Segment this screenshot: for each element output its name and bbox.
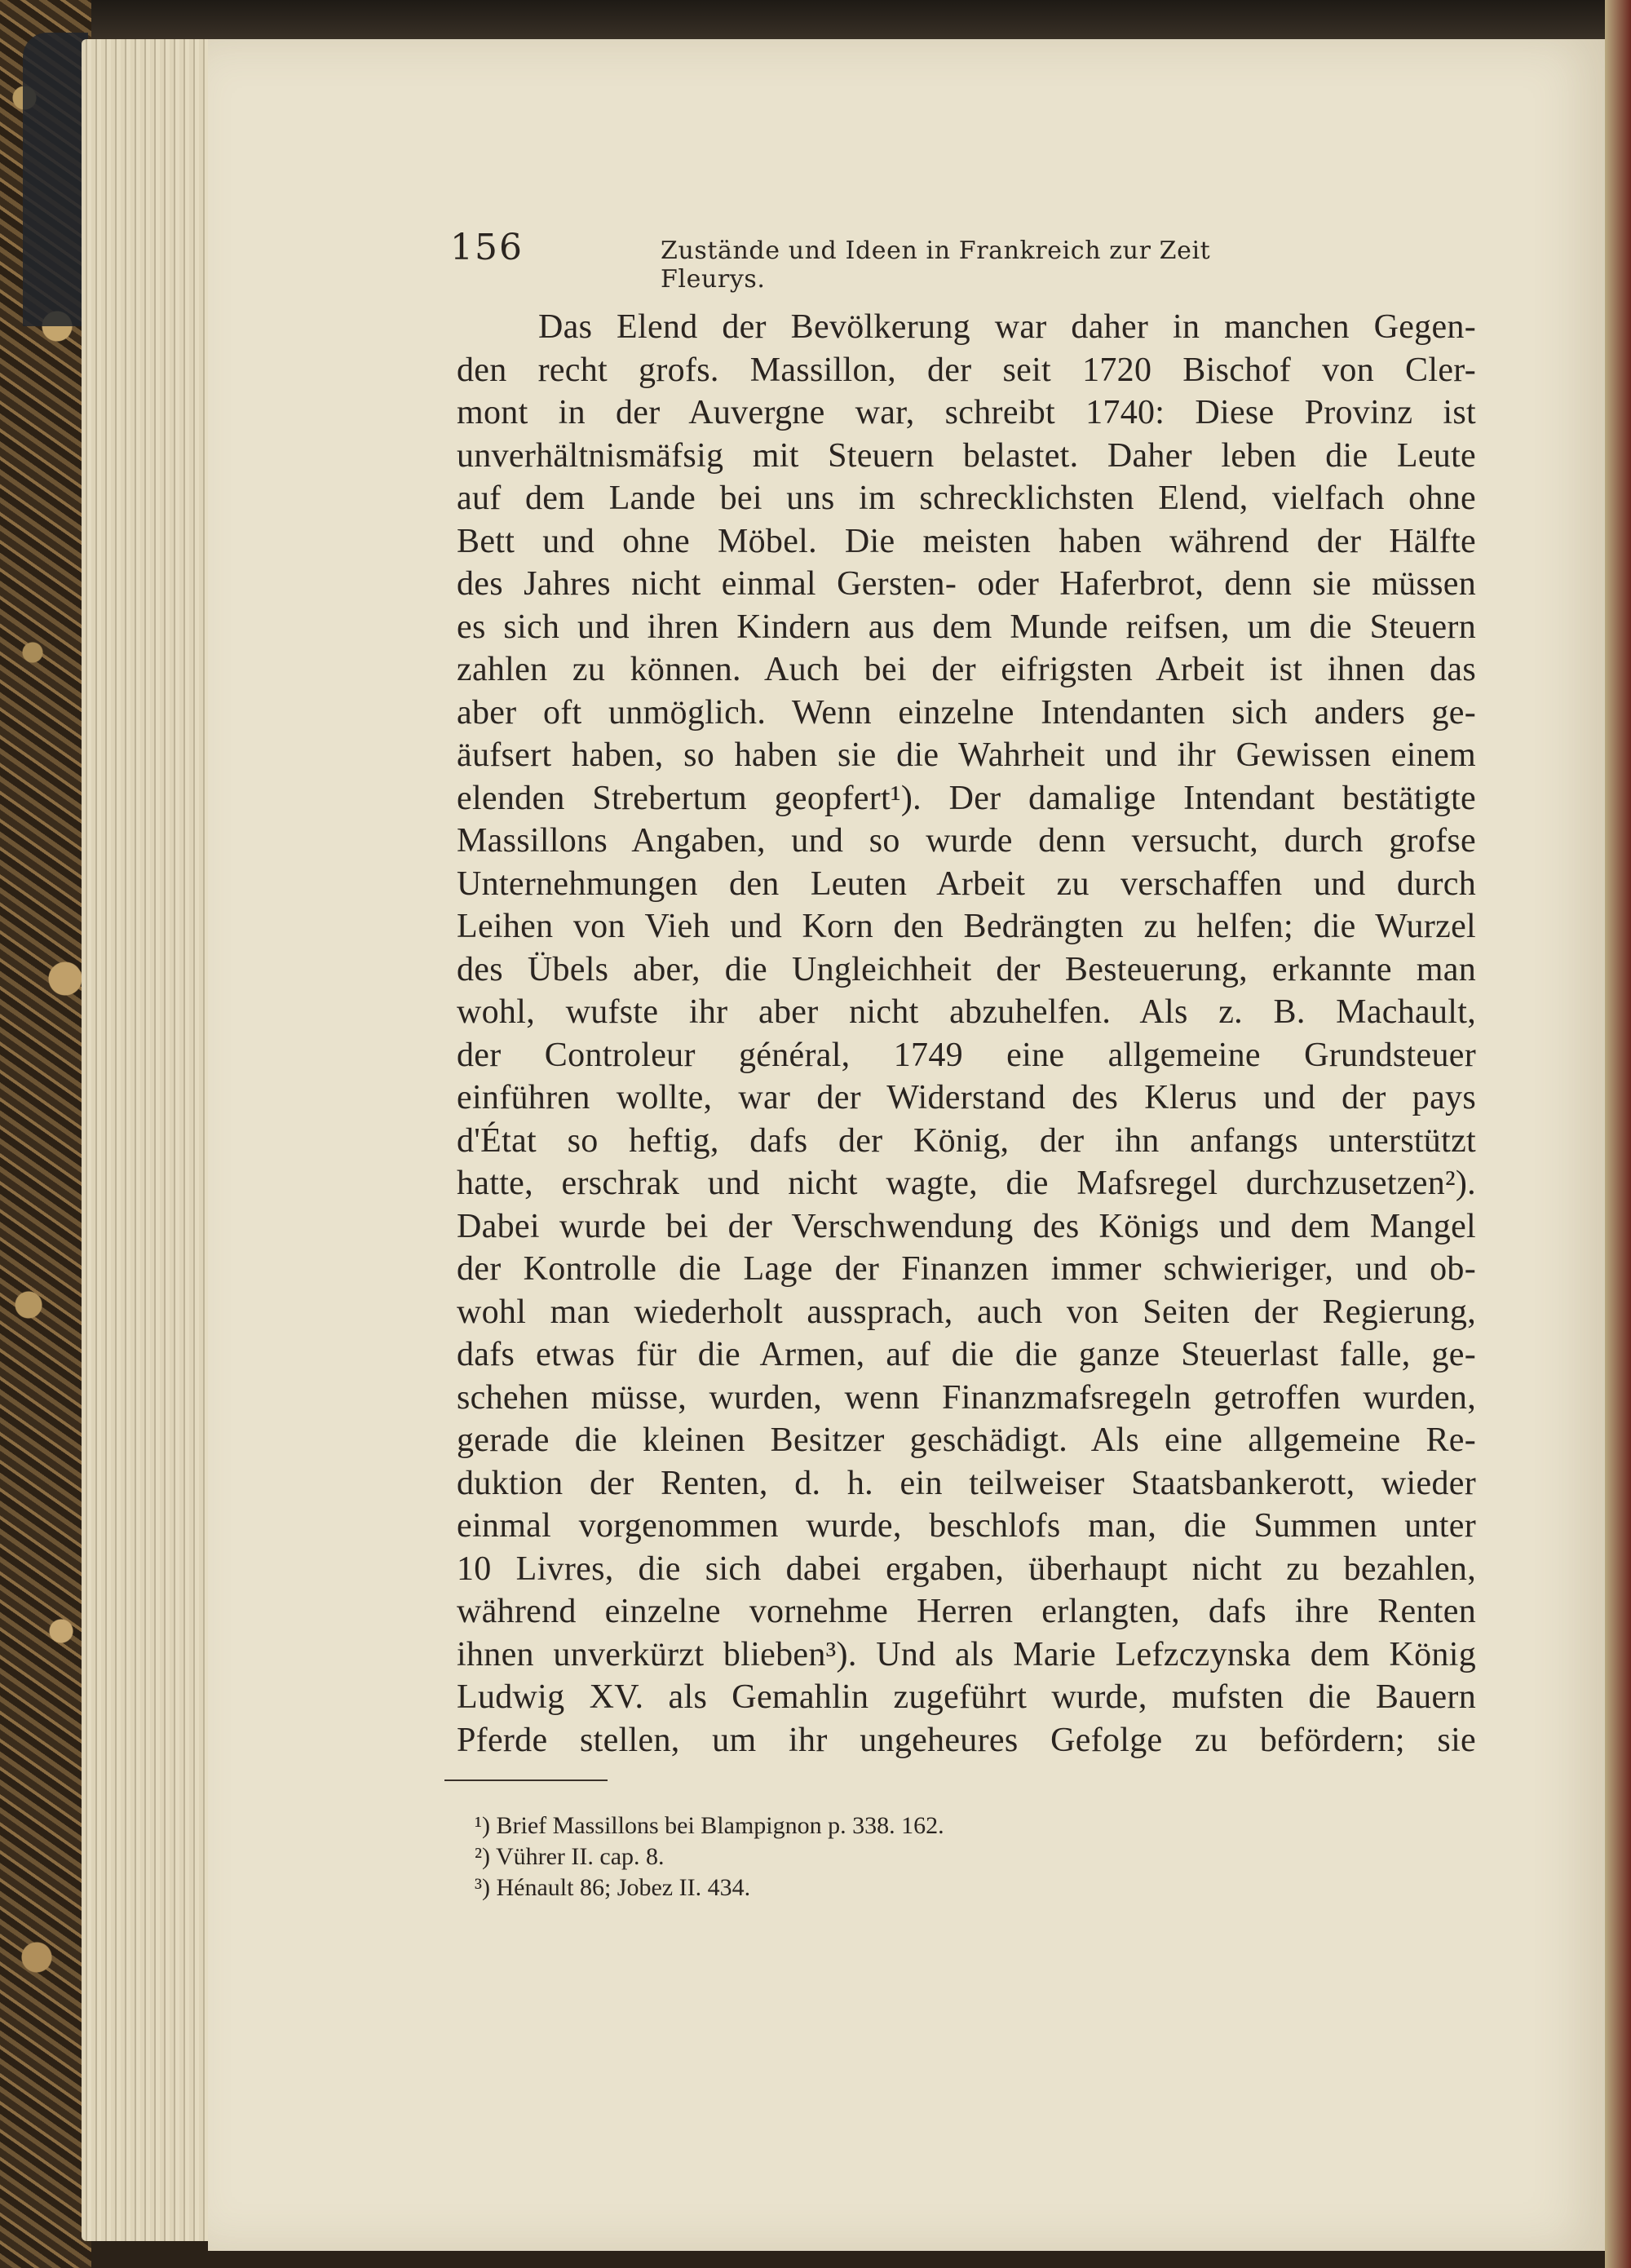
footnotes	[475, 1810, 1209, 1903]
text-line: Pferde stellen, um ihr ungeheures Gefolge zu befördern; sie	[457, 1721, 1476, 1759]
text-line: einführen wollte, war der Widerstand des Klerus und der pays	[457, 1079, 1476, 1116]
text-line: es sich und ihren Kindern aus dem Munde reifsen, um die Steuern	[457, 608, 1476, 646]
page-number: 156	[450, 227, 524, 268]
text-line: Massillons Angaben, und so wurde denn versucht, durch grofse	[457, 822, 1476, 860]
text-line: elenden Strebertum geopfert¹). Der damalige Intendant bestätigte	[457, 779, 1476, 817]
text-line: äufsert haben, so haben sie die Wahrheit und ihr Gewissen einem	[457, 736, 1476, 774]
text-line: auf dem Lande bei uns im schrecklichsten Elend, vielfach ohne	[457, 480, 1476, 517]
text-line: des Übels aber, die Ungleichheit der Besteuerung, erkannte man	[457, 950, 1476, 988]
text-line: aber oft unmöglich. Wenn einzelne Intendanten sich anders ge-	[457, 693, 1476, 732]
text-line: den recht grofs. Massillon, der seit 1720 Bischof von Cler-	[457, 351, 1476, 389]
footnote-3: ³) Hénault 86; Jobez II. 434.	[475, 1874, 751, 1901]
text-line: Ludwig XV. als Gemahlin zugeführt wurde, mufsten die Bauern	[457, 1678, 1476, 1716]
text-line: Bett und ohne Möbel. Die meisten haben während der Hälfte	[457, 522, 1476, 560]
text-line: der Controleur général, 1749 eine allgemeine Grundsteuer	[457, 1036, 1476, 1074]
text-line: 10 Livres, die sich dabei ergaben, überhaupt nicht zu bezahlen,	[457, 1550, 1476, 1588]
text-line: Das Elend der Bevölkerung war daher in manchen Gegen-	[538, 308, 1476, 346]
page-header	[450, 227, 1302, 294]
marbled-book-cover	[0, 0, 91, 2268]
text-line: hatte, erschrak und nicht wagte, die Mafsregel durchzusetzen²).	[457, 1165, 1476, 1202]
text-line: zahlen zu können. Auch bei der eifrigsten Arbeit ist ihnen das	[457, 651, 1476, 688]
footnote-1: ¹) Brief Massillons bei Blampignon p. 338. 162.	[475, 1812, 944, 1839]
text-line: Dabei wurde bei der Verschwendung des Königs und dem Mangel	[457, 1207, 1476, 1245]
text-line: d'État so heftig, dafs der König, der ihn anfangs unterstützt	[457, 1121, 1476, 1160]
text-line: gerade die kleinen Besitzer geschädigt. Als eine allgemeine Re-	[457, 1421, 1476, 1459]
text-line: während einzelne vornehme Herren erlangten, dafs ihre Renten	[457, 1593, 1476, 1630]
text-line: Unternehmungen den Leuten Arbeit zu verschaffen und durch	[457, 864, 1476, 903]
text-line: wohl, wufste ihr aber nicht abzuhelfen. Als z. B. Machault,	[457, 993, 1476, 1031]
footnote-2: ²) Vührer II. cap. 8.	[475, 1843, 665, 1870]
text-line: des Jahres nicht einmal Gersten- oder Haferbrot, denn sie müssen	[457, 565, 1476, 603]
page-edges	[82, 39, 220, 2241]
footnote-rule	[444, 1779, 608, 1781]
text-line: wohl man wiederholt aussprach, auch von Seiten der Regierung,	[457, 1293, 1476, 1331]
text-line: duktion der Renten, d. h. ein teilweiser Staatsbankerott, wieder	[457, 1464, 1476, 1502]
text-line: schehen müsse, wurden, wenn Finanzmafsregeln getroffen wurden,	[457, 1378, 1476, 1417]
text-line: unverhältnismäfsig mit Steuern belastet. Daher leben die Leute	[457, 436, 1476, 475]
cover-spine-corner	[23, 33, 88, 326]
scan-right-border	[1605, 0, 1631, 2268]
text-line: Leihen von Vieh und Korn den Bedrängten zu helfen; die Wurzel	[457, 908, 1476, 945]
scan-top-border	[0, 0, 1631, 41]
running-title: Zustände und Ideen in Frankreich zur Zeit Fleurys.	[661, 237, 1211, 294]
body-text	[457, 306, 1476, 1762]
text-line: dafs etwas für die Armen, auf die die ganze Steuerlast falle, ge-	[457, 1336, 1476, 1373]
text-line: der Kontrolle die Lage der Finanzen immer schwieriger, und ob-	[457, 1250, 1476, 1288]
text-line: mont in der Auvergne war, schreibt 1740: Diese Provinz ist	[457, 394, 1476, 431]
text-line: ihnen unverkürzt blieben³). Und als Marie Lefzczynska dem König	[457, 1635, 1476, 1673]
text-line: einmal vorgenommen wurde, beschlofs man, die Summen unter	[457, 1507, 1476, 1545]
